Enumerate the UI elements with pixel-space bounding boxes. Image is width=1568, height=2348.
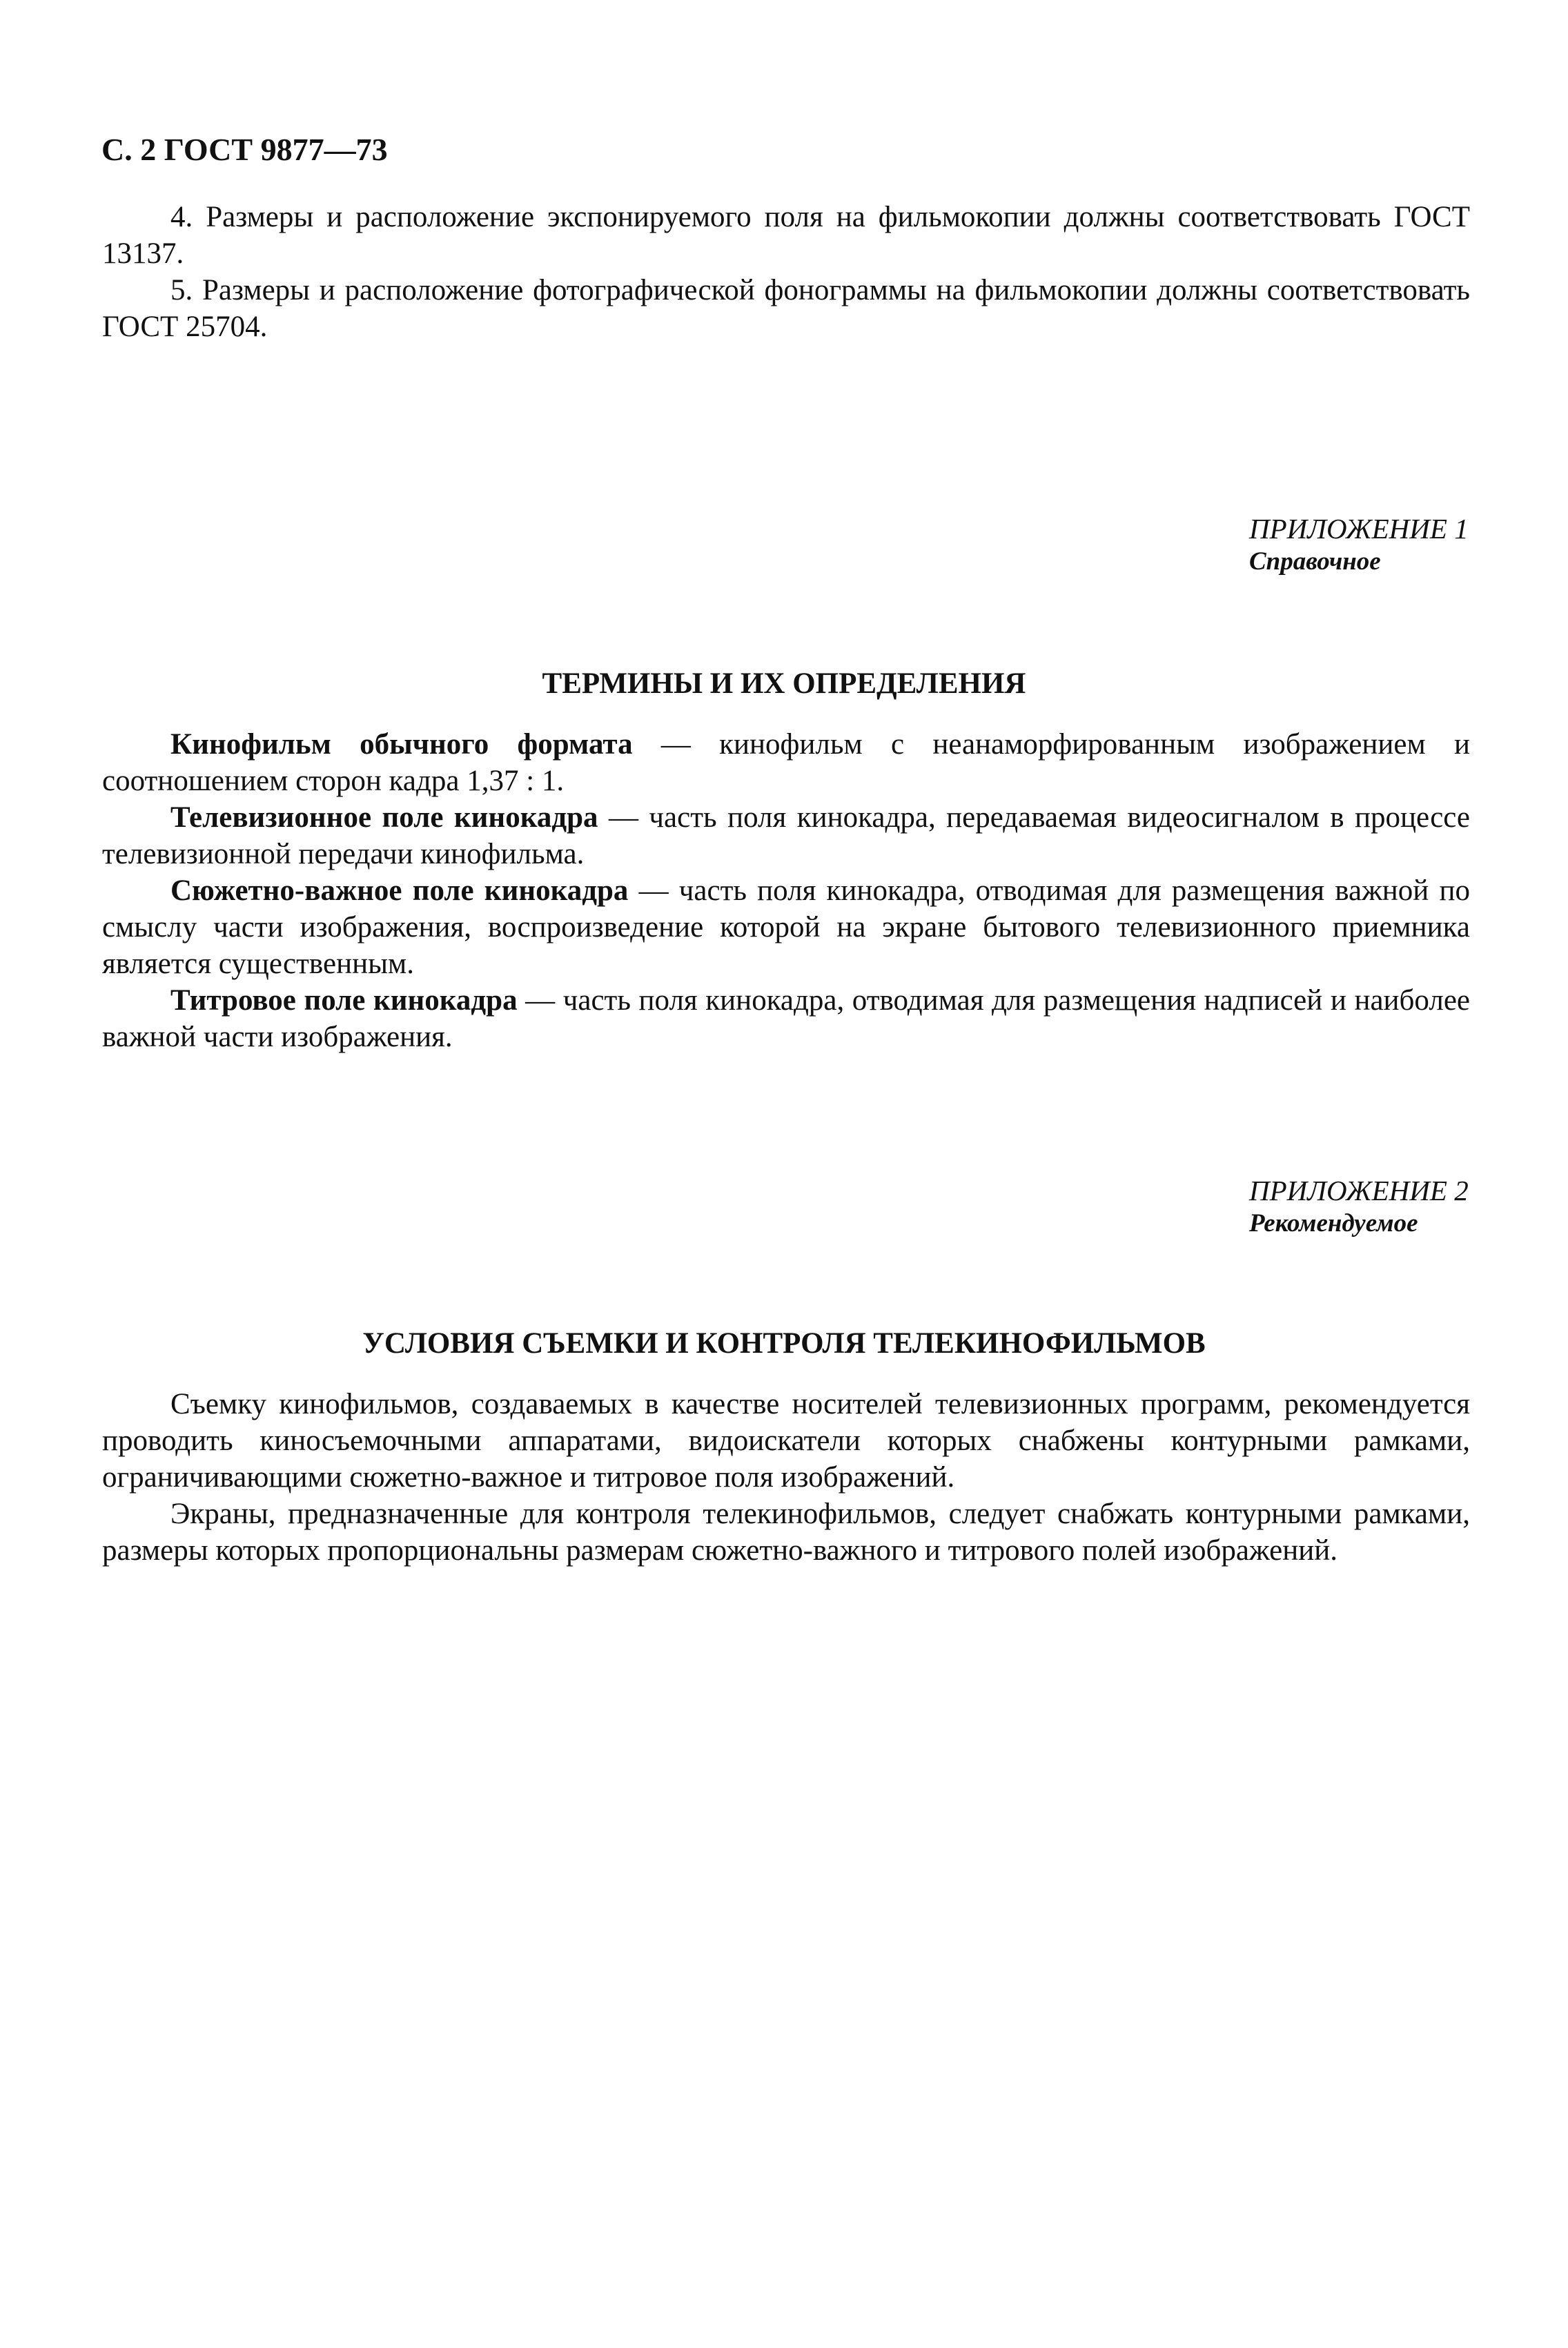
paragraph-4: 4. Размеры и расположение экспонируемого поля на фильмокопии должны соответствовать ГОСТ 13137. <box>102 201 1470 270</box>
appendix-1-label <box>1249 512 1469 578</box>
definition-item <box>102 726 1470 799</box>
definition-term: Телевизионное поле кинокадра <box>170 801 598 834</box>
definition-term: Кинофильм обычного формата <box>170 728 633 761</box>
page-header: С. 2 ГОСТ 9877—73 <box>101 132 388 167</box>
definition-term: Сюжетно-важное поле кинокадра <box>170 874 629 907</box>
appendix-1-type: Справочное <box>1249 547 1381 576</box>
intro-section <box>102 199 1470 345</box>
paragraph-5: 5. Размеры и расположение фотографической фонограммы на фильмокопии должны соответствовать ГОСТ 25704. <box>102 274 1470 343</box>
appendix-1-title: ТЕРМИНЫ И ИХ ОПРЕДЕЛЕНИЯ <box>542 667 1026 700</box>
conditions-paragraph: Съемку кинофильмов, создаваемых в качестве носителей телевизионных программ, рекомендуется проводить киносъемочными аппаратами, видоискатели которых снабжены контурными рамками, ограничивающими сюжетно-важное и титровое поля изображений. <box>102 1388 1470 1494</box>
definitions-section <box>102 726 1470 1055</box>
definition-text: — часть поля кинокадра, передаваемая видеосигналом в процессе телевизионной передачи кинофильма. <box>102 801 1470 870</box>
conditions-paragraph: Экраны, предназначенные для контроля телекинофильмов, следует снабжать контурными рамками, размеры которых пропорциональны размерам сюжетно-важного и титрового полей изображений. <box>102 1498 1470 1567</box>
appendix-2-number: ПРИЛОЖЕНИЕ 2 <box>1249 1175 1469 1206</box>
appendix-2-type: Рекомендуемое <box>1249 1209 1418 1237</box>
definition-item <box>102 982 1470 1055</box>
definition-term: Титровое поле кинокадра <box>170 984 518 1017</box>
appendix-1-number: ПРИЛОЖЕНИЕ 1 <box>1249 513 1469 545</box>
definition-text: — кинофильм с неанаморфированным изображением и соотношением сторон кадра 1,37 : 1. <box>102 728 1470 797</box>
definition-text: — часть поля кинокадра, отводимая для размещения важной по смыслу части изображения, воспроизведение которой на экране бытового телевизионного приемника является существенным. <box>102 874 1470 980</box>
definition-item <box>102 872 1470 982</box>
appendix-2-label <box>1249 1174 1469 1240</box>
appendix-2-title: УСЛОВИЯ СЪЕМКИ И КОНТРОЛЯ ТЕЛЕКИНОФИЛЬМОВ <box>362 1327 1206 1360</box>
conditions-section <box>102 1386 1470 1569</box>
definition-item <box>102 799 1470 872</box>
definition-text: — часть поля кинокадра, отводимая для размещения надписей и наиболее важной части изображения. <box>102 984 1470 1053</box>
